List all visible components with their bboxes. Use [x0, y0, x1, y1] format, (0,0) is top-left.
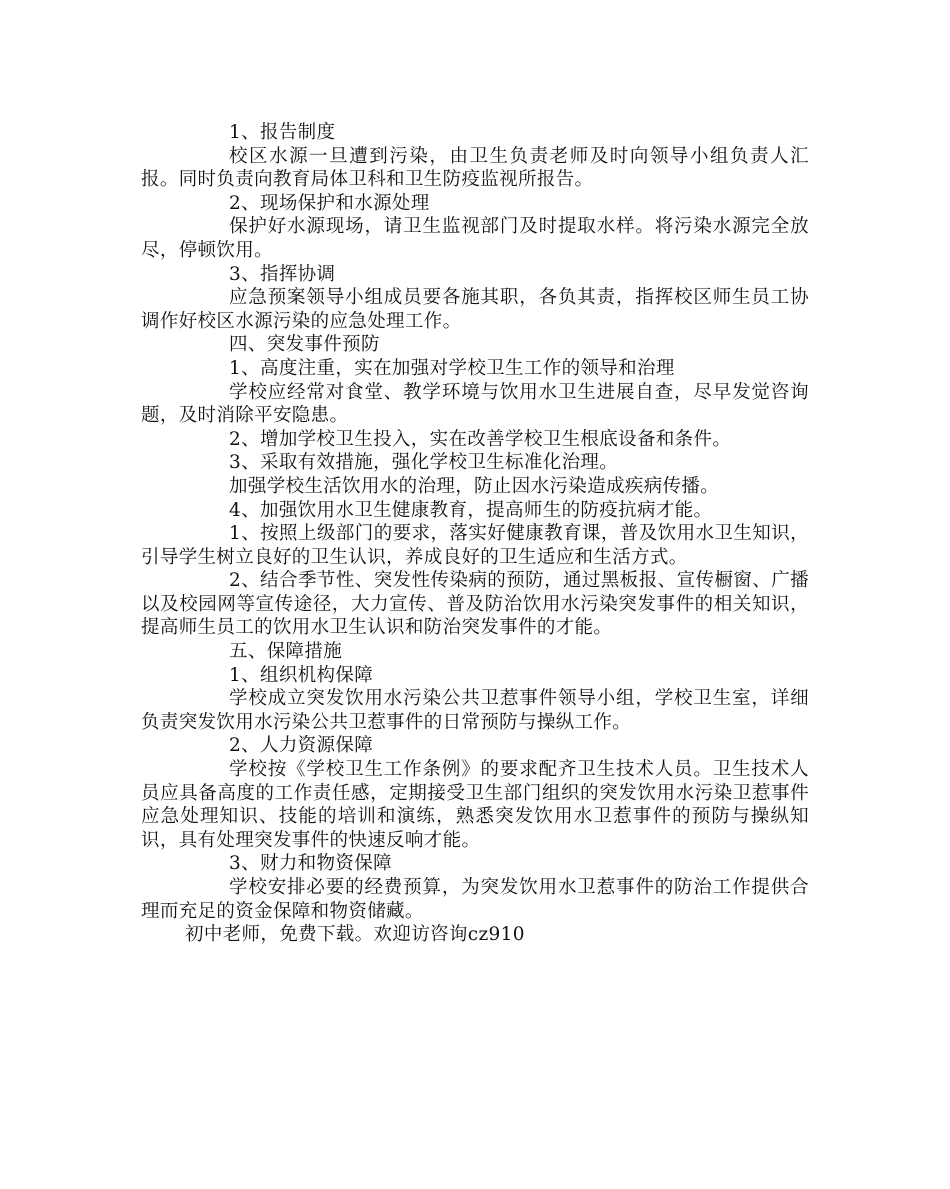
section-heading: 2、现场保护和水源处理 — [229, 192, 430, 214]
section-heading: 1、报告制度 — [229, 122, 336, 143]
paragraph: 2、结合季节性、突发性传染病的预防，通过黑板报、宣传橱窗、广播以及校园网等宣传途径，大力宣传、普及防治饮用水污染突发事件的相关知识，提高师生员工的饮用水卫生认识和防治突发事件的才能。 — [141, 570, 809, 639]
paragraph: 加强学校生活饮用水的治理，防止因水污染造成疾病传播。 — [229, 475, 720, 497]
document-body — [141, 121, 809, 947]
paragraph: 1、按照上级部门的要求，落实好健康教育课，普及饮用水卫生知识，引导学生树立良好的卫生认识，养成良好的卫生适应和生活方式。 — [141, 523, 809, 568]
paragraph: 保护好水源现场，请卫生监视部门及时提取水样。将污染水源完全放尽，停顿饮用。 — [141, 216, 809, 261]
footer-note: 初中老师，免费下载。欢迎访咨询cz910 — [185, 924, 525, 946]
chapter-heading: 五、保障措施 — [229, 641, 343, 663]
section-heading: 3、采取有效措施，强化学校卫生标准化治理。 — [229, 452, 619, 474]
chapter-heading: 四、突发事件预防 — [229, 334, 380, 356]
paragraph: 学校应经常对食堂、教学环境与饮用水卫生进展自查，尽早发觉咨询题，及时消除平安隐患。 — [141, 381, 809, 427]
paragraph: 校区水源一旦遭到污染，由卫生负责老师及时向领导小组负责人汇报。同时负责向教育局体卫科和卫生防疫监视所报告。 — [141, 145, 809, 191]
paragraph: 学校成立突发饮用水污染公共卫惹事件领导小组，学校卫生室，详细负责突发饮用水污染公共卫惹事件的日常预防与操纵工作。 — [141, 688, 809, 733]
section-heading: 1、高度注重，实在加强对学校卫生工作的领导和治理 — [229, 357, 675, 379]
section-heading: 1、组织机构保障 — [229, 664, 374, 686]
section-heading: 2、人力资源保障 — [229, 735, 374, 757]
paragraph: 学校安排必要的经费预算，为突发饮用水卫惹事件的防治工作提供合理而充足的资金保障和物资储藏。 — [141, 877, 809, 922]
paragraph: 应急预案领导小组成员要各施其职，各负其责，指挥校区师生员工协调作好校区水源污染的应急处理工作。 — [141, 287, 809, 332]
paragraph: 学校按《学校卫生工作条例》的要求配齐卫生技术人员。卫生技术人员应具备高度的工作责任感，定期接受卫生部门组织的突发饮用水污染卫惹事件应急处理知识、技能的培训和演练，熟悉突发饮用水卫惹事件的预防与操纵知识，具有处理突发事件的快速反响才能。 — [141, 759, 809, 851]
section-heading: 3、指挥协调 — [229, 263, 336, 285]
section-heading: 4、加强饮用水卫生健康教育，提高师生的防疫抗病才能。 — [229, 499, 713, 521]
section-heading: 2、增加学校卫生投入，实在改善学校卫生根底设备和条件。 — [229, 428, 732, 450]
section-heading: 3、财力和物资保障 — [229, 853, 392, 875]
